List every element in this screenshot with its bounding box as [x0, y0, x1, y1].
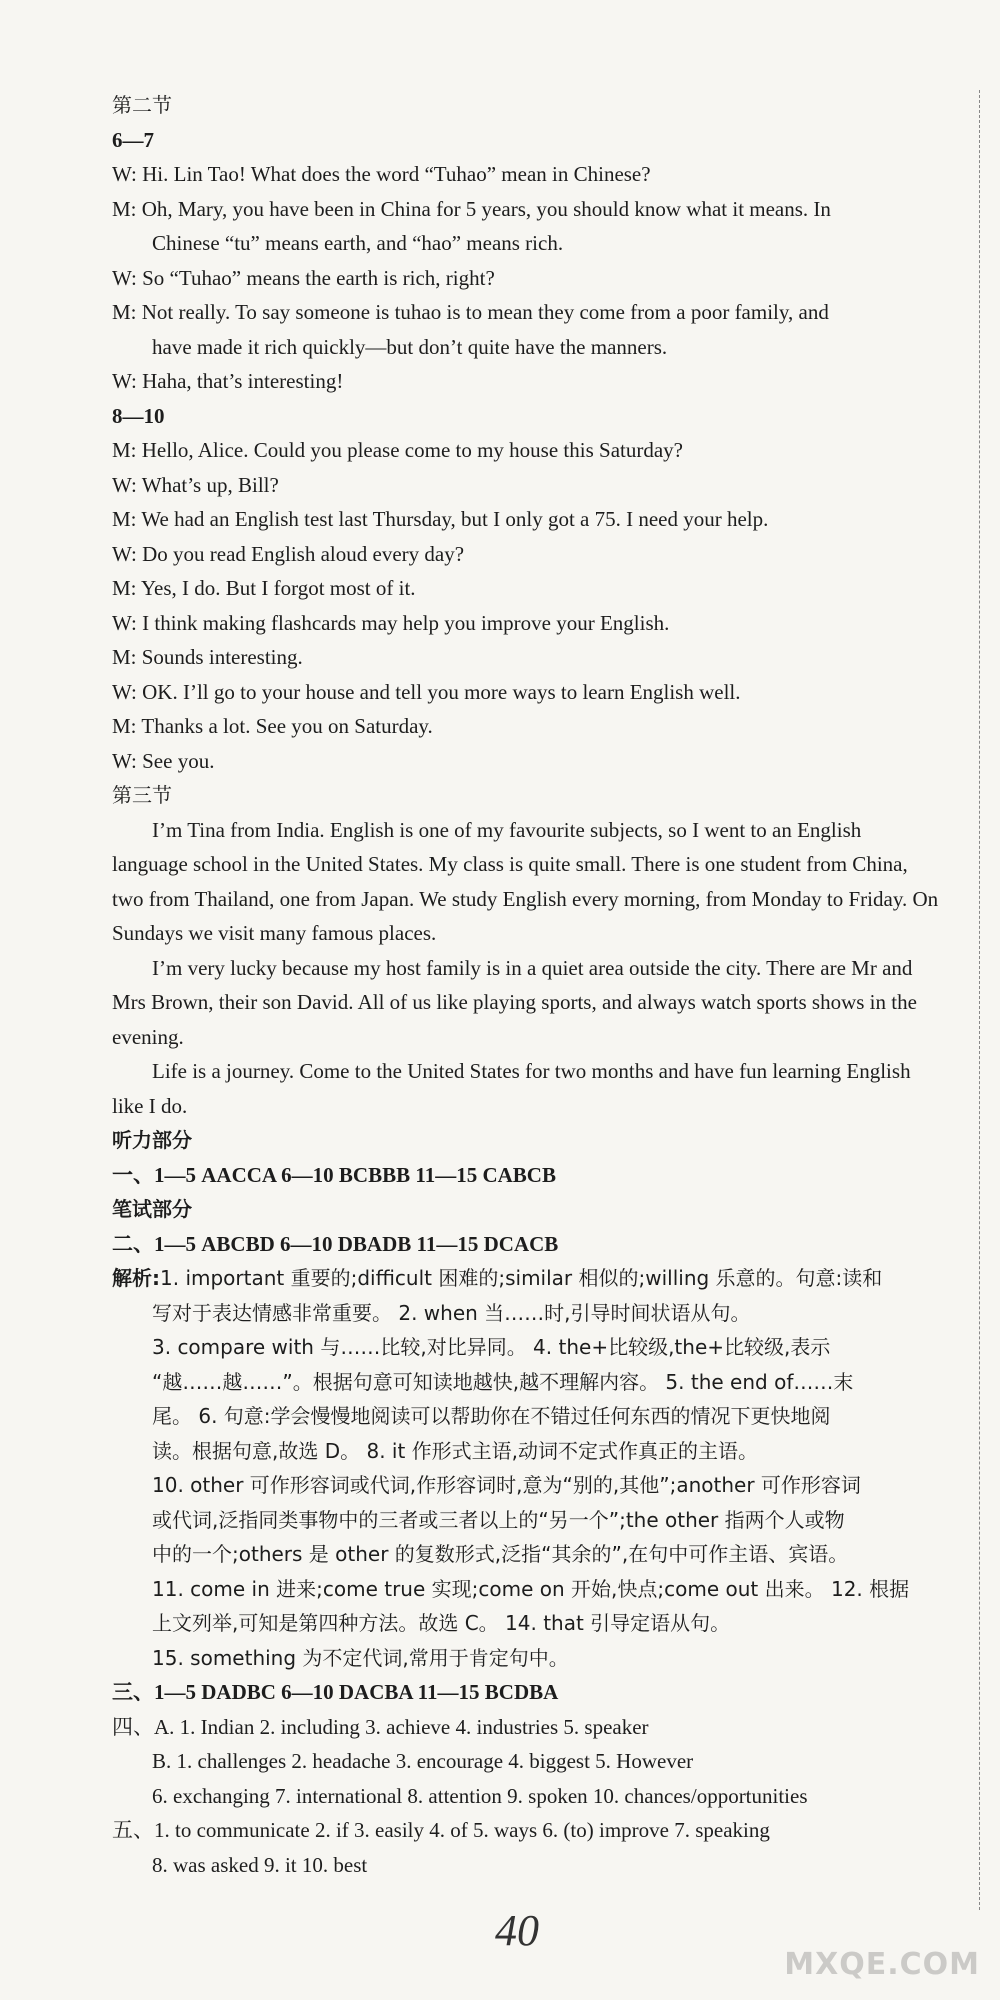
dialogue-line: W: OK. I’ll go to your house and tell you more ways to learn English well.: [112, 679, 741, 704]
passage-paragraph: I’m very lucky because my host family is in a quiet area outside the city. There are Mr and Mrs Brown, their son David. All of us like playing sports, and always watch sports shows in the evening.: [112, 955, 917, 1049]
dialogue-line: Chinese “tu” means earth, and “hao” means rich.: [152, 231, 564, 255]
analysis-line: 15. something 为不定代词,常用于肯定句中。: [152, 1645, 569, 1670]
answer-row: 一、1—5 AACCA 6—10 BCBBB 11—15 CABCB: [112, 1162, 556, 1187]
analysis-line: 11. come in 进来;come true 实现;come on 开始,快点;come out 出来。 12. 根据: [152, 1576, 910, 1601]
dialogue-line: M: Hello, Alice. Could you please come to my house this Saturday?: [112, 438, 683, 462]
answer-row: 三、1—5 DADBC 6—10 DACBA 11—15 BCDBA: [112, 1680, 559, 1704]
analysis-line: [112, 1261, 942, 1296]
dialogue-line: M: Yes, I do. But I forgot most of it.: [112, 576, 416, 600]
analysis-line: 上文列举,可知是第四种方法。故选 C。 14. that 引导定语从句。: [152, 1611, 731, 1635]
analysis-text: 1. important 重要的;difficult 困难的;similar 相似的;willing 乐意的。句意:读和: [160, 1266, 883, 1290]
answer-row: 二、1—5 ABCBD 6—10 DBADB 11—15 DCACB: [112, 1231, 559, 1256]
answer-row: 8. was asked 9. it 10. best: [152, 1852, 368, 1877]
analysis-label: 解析:: [112, 1266, 160, 1290]
group-8-10-label: 8—10: [112, 403, 165, 428]
analysis-line: 或代词,泛指同类事物中的三者或三者以上的“另一个”;the other 指两个人或物: [152, 1507, 845, 1532]
answer-row: 五、1. to communicate 2. if 3. easily 4. of 5. ways 6. (to) improve 7. speaking: [112, 1818, 770, 1842]
dialogue-line: M: Oh, Mary, you have been in China for 5 years, you should know what it means. In: [112, 196, 831, 221]
analysis-line: 写对于表达情感非常重要。 2. when 当……时,引导时间状语从句。: [152, 1300, 751, 1325]
written-part-title: 笔试部分: [112, 1197, 192, 1221]
dialogue-line: W: So “Tuhao” means the earth is rich, right?: [112, 265, 495, 290]
analysis-line: 10. other 可作形容词或代词,作形容词时,意为“别的,其他”;another 可作形容词: [152, 1473, 861, 1497]
analysis-line: 尾。 6. 句意:学会慢慢地阅读可以帮助你在不错过任何东西的情况下更快地阅: [152, 1404, 831, 1428]
analysis-line: “越……越……”。根据句意可知读地越快,越不理解内容。 5. the end of……末: [152, 1369, 854, 1394]
dialogue-line: W: See you.: [112, 748, 215, 773]
dialogue-line: W: Do you read English aloud every day?: [112, 541, 465, 566]
dialogue-line: M: Thanks a lot. See you on Saturday.: [112, 714, 433, 738]
binding-margin-line: [979, 90, 994, 1910]
watermark-logo: MXQE.COM: [784, 1947, 980, 1982]
dialogue-line: have made it rich quickly—but don’t quite have the manners.: [152, 334, 668, 359]
section-3-title: 第三节: [112, 783, 172, 807]
analysis-line: 3. compare with 与……比较,对比异同。 4. the+比较级,the+比较级,表示: [152, 1335, 831, 1359]
answer-row: 四、A. 1. Indian 2. including 3. achieve 4. industries 5. speaker: [112, 1714, 649, 1739]
answer-page: [112, 88, 942, 1882]
dialogue-line: M: We had an English test last Thursday, but I only got a 75. I need your help.: [112, 507, 769, 531]
dialogue-line: W: Hi. Lin Tao! What does the word “Tuhao” mean in Chinese?: [112, 162, 651, 186]
analysis-line: 中的一个;others 是 other 的复数形式,泛指“其余的”,在句中可作主语、宾语。: [152, 1542, 849, 1566]
dialogue-line: W: I think making flashcards may help you improve your English.: [112, 610, 670, 635]
listening-part-title: 听力部分: [112, 1128, 192, 1152]
dialogue-line: M: Not really. To say someone is tuhao is to mean they come from a poor family, and: [112, 300, 829, 324]
group-6-7-label: 6—7: [112, 127, 154, 152]
answer-row: B. 1. challenges 2. headache 3. encourage 4. biggest 5. However: [152, 1749, 694, 1773]
section-2-title: 第二节: [112, 93, 172, 117]
dialogue-line: W: What’s up, Bill?: [112, 472, 279, 497]
passage-paragraph: I’m Tina from India. English is one of my favourite subjects, so I went to an English language school in the United States. My class is quite small. There is one student from China, two from Thailand, one from Japan. We study English every morning, from Monday to Friday. On Sundays we visit many famous places.: [112, 817, 939, 945]
page-number: 40: [495, 1906, 539, 1955]
analysis-line: 读。根据句意,故选 D。 8. it 作形式主语,动词不定式作真正的主语。: [152, 1438, 759, 1463]
dialogue-line: W: Haha, that’s interesting!: [112, 369, 344, 393]
answer-row: 6. exchanging 7. international 8. attention 9. spoken 10. chances/opportunities: [152, 1783, 808, 1808]
dialogue-line: M: Sounds interesting.: [112, 645, 303, 669]
passage-paragraph: Life is a journey. Come to the United States for two months and have fun learning English like I do.: [112, 1059, 911, 1118]
